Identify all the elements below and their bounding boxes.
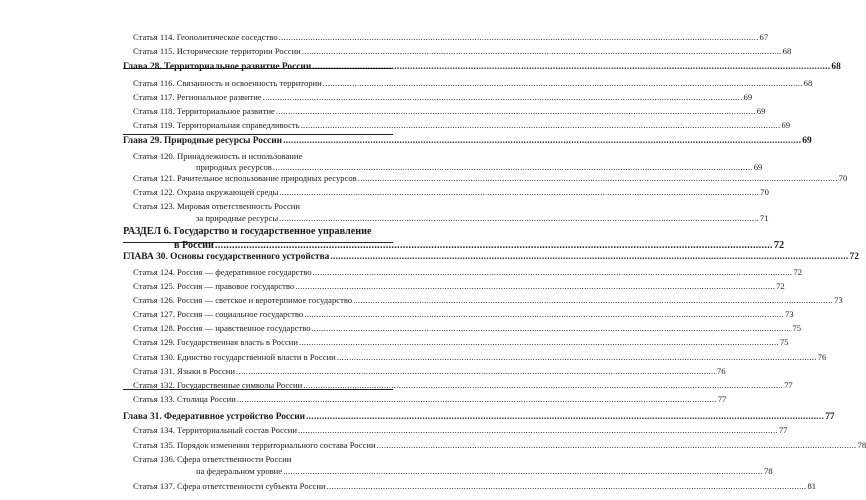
page-number: 76 — [817, 352, 827, 362]
toc-article-row — [133, 77, 813, 90]
entry-title: Связанность и освоенность территории — [176, 78, 322, 88]
entry-title: Государственная власть в России — [177, 337, 299, 347]
toc-line — [133, 439, 866, 452]
entry-title: Природные ресурсы России — [164, 136, 283, 146]
toc-line — [123, 251, 859, 264]
toc-chapter-row — [123, 251, 859, 264]
page-number: 72 — [776, 281, 785, 291]
page-number: 77 — [784, 380, 793, 390]
entry-title: Языки в России — [177, 366, 235, 376]
dot-leader — [295, 280, 775, 293]
entry-number: ГЛАВА 30. — [123, 252, 171, 262]
toc-article-row — [133, 322, 801, 335]
page-number: 77 — [717, 394, 727, 404]
page-number: 69 — [743, 92, 753, 102]
entry-number: Глава 28. — [123, 62, 165, 72]
entry-number: Статья 132. — [133, 380, 178, 390]
dot-leader — [263, 91, 743, 104]
toc-article-row — [133, 439, 866, 452]
toc-line — [133, 480, 817, 493]
entry-title: Государство и государственное управление — [173, 226, 372, 237]
dot-leader — [330, 251, 848, 264]
entry-number: Статья 118. — [133, 106, 177, 116]
dot-leader — [283, 465, 763, 478]
entry-number: Статья 121. — [133, 173, 178, 183]
toc-article-row — [133, 365, 726, 378]
page-number: 70 — [838, 173, 848, 183]
toc-article-row — [196, 465, 773, 478]
entry-number: Статья 137. — [133, 481, 178, 491]
entry-title: Федеративное устройство России — [164, 412, 306, 422]
entry-title: Охрана окружающей среды — [177, 187, 279, 197]
entry-number: Статья 133. — [133, 394, 178, 404]
entry-title: Мировая ответственность России — [177, 201, 301, 211]
entry-title: Россия — нравственное государство — [177, 323, 311, 333]
toc-line — [133, 322, 801, 335]
toc-chapter-row — [123, 411, 835, 424]
entry-number: Статья 128. — [133, 323, 178, 333]
entry-title: Государственные символы России — [177, 380, 303, 390]
toc-line — [123, 411, 835, 424]
entry-number: Статья 124. — [133, 267, 178, 277]
toc-article-row — [133, 393, 727, 406]
entry-title: Территориальное развитие России — [164, 62, 312, 72]
toc-article-row — [133, 308, 794, 321]
entry-title: Сфера ответственности России — [177, 454, 292, 464]
page-number: 68 — [831, 62, 841, 72]
entry-title: Территориальное развитие — [176, 106, 275, 116]
toc-line — [133, 294, 843, 307]
page-number: 73 — [785, 309, 794, 319]
toc-line — [133, 105, 766, 118]
toc-article-row — [133, 186, 769, 199]
page-number: 75 — [779, 337, 789, 347]
page-number: 73 — [834, 295, 843, 305]
entry-number: Статья 122. — [133, 187, 178, 197]
dot-leader — [306, 411, 824, 424]
toc-line — [123, 61, 841, 74]
toc-line — [133, 31, 769, 44]
toc-article-row — [196, 212, 769, 225]
entry-title: Территориальный состав России — [177, 425, 297, 435]
entry-number: Статья 136. — [133, 454, 178, 464]
toc-line — [133, 308, 794, 321]
entry-number: Статья 130. — [133, 352, 178, 362]
entry-title: Территориальная справедливость — [176, 120, 300, 130]
dot-leader — [279, 212, 759, 225]
entry-title: Россия — светское и веротерпимое государство — [177, 295, 353, 305]
toc-line — [133, 77, 813, 90]
toc-line — [133, 393, 727, 406]
dot-leader — [237, 393, 717, 406]
entry-title: Основы государственного устройства — [170, 252, 330, 262]
entry-number: Статья 116. — [133, 78, 177, 88]
entry-number: Статья 115. — [133, 46, 177, 56]
entry-number: Статья 129. — [133, 337, 178, 347]
toc-article-row — [133, 172, 848, 185]
toc-line — [133, 91, 753, 104]
toc-chapter-row — [123, 135, 812, 148]
toc-line — [123, 225, 392, 238]
toc-section-row — [123, 225, 392, 238]
dot-leader — [303, 379, 783, 392]
page-number: 81 — [807, 481, 817, 491]
entry-number: Статья 114. — [133, 32, 177, 42]
page-number: 71 — [760, 213, 769, 223]
dot-leader — [313, 266, 793, 279]
entry-title: Принадлежность и использование — [177, 151, 303, 161]
toc-line — [133, 379, 793, 392]
toc-article-row — [133, 45, 792, 58]
toc-article-row — [133, 280, 785, 293]
entry-number: Статья 135. — [133, 440, 178, 450]
dot-leader — [337, 351, 817, 364]
toc-article-row — [133, 105, 766, 118]
entry-number: Глава 31. — [123, 412, 165, 422]
dot-leader — [327, 480, 807, 493]
toc-line — [133, 424, 788, 437]
toc-article-row — [133, 294, 843, 307]
entry-number: Статья 134. — [133, 425, 178, 435]
page-number: 67 — [759, 32, 769, 42]
toc-article-row — [133, 351, 827, 364]
toc-line — [133, 365, 726, 378]
toc-article-row — [133, 480, 817, 493]
page-number: 75 — [792, 323, 801, 333]
entry-title: Россия — социальное государство — [177, 309, 304, 319]
entry-number: Статья 127. — [133, 309, 178, 319]
entry-title: Сфера ответственности субъекта России — [177, 481, 326, 491]
entry-number: Статья 131. — [133, 366, 178, 376]
toc-article-row — [133, 119, 791, 132]
toc-line — [133, 119, 791, 132]
page-number: 78 — [857, 440, 866, 450]
dot-leader — [276, 105, 756, 118]
dot-leader — [279, 31, 759, 44]
entry-number: Глава 29. — [123, 136, 165, 146]
entry-number: Статья 125. — [133, 281, 178, 291]
page-number: 68 — [803, 78, 813, 88]
page-number: 69 — [753, 162, 763, 172]
toc-line — [133, 172, 848, 185]
dot-leader — [353, 294, 833, 307]
dot-leader — [377, 439, 857, 452]
toc-article-row — [133, 336, 789, 349]
entry-title: Рачительное использование природных ресурсов — [177, 173, 357, 183]
toc-line — [133, 280, 785, 293]
page-number: 70 — [760, 187, 769, 197]
dot-leader — [279, 186, 759, 199]
entry-number: Статья 126. — [133, 295, 178, 305]
entry-title: Региональное развитие — [176, 92, 262, 102]
entry-title: природных ресурсов — [196, 162, 272, 172]
dot-leader — [298, 424, 778, 437]
page-number: 72 — [773, 240, 785, 251]
toc-line — [196, 212, 769, 225]
toc-line — [133, 351, 827, 364]
entry-title: Россия — правовое государство — [177, 281, 295, 291]
toc-article-row — [133, 379, 793, 392]
page-number: 76 — [716, 366, 726, 376]
toc-line — [133, 186, 769, 199]
entry-number: Статья 119. — [133, 120, 177, 130]
dot-leader — [312, 322, 792, 335]
page-number: 72 — [849, 252, 859, 262]
toc-article-row — [133, 424, 788, 437]
toc-line — [196, 465, 773, 478]
dot-leader — [323, 77, 803, 90]
dot-leader — [358, 172, 838, 185]
dot-leader — [304, 308, 784, 321]
toc-line — [133, 266, 803, 279]
dot-leader — [312, 61, 830, 74]
entry-title: Единство государственной власти в России — [177, 352, 336, 362]
dot-leader — [283, 135, 801, 148]
entry-number: Статья 120. — [133, 151, 178, 161]
entry-title: Столица России — [177, 394, 236, 404]
toc-chapter-row — [123, 61, 841, 74]
entry-number: Статья 123. — [133, 201, 178, 211]
toc-article-row — [133, 266, 803, 279]
entry-title: Порядок изменения территориального состава России — [177, 440, 376, 450]
entry-title: Геополитическое соседство — [176, 32, 278, 42]
dot-leader — [299, 336, 779, 349]
dot-leader — [302, 45, 782, 58]
page-number: 72 — [793, 267, 803, 277]
toc-line — [133, 336, 789, 349]
entry-title: в России — [174, 240, 214, 251]
dot-leader — [236, 365, 716, 378]
entry-title: за природные ресурсы — [196, 213, 279, 223]
page-number: 68 — [782, 46, 792, 56]
entry-title: Исторические территории России — [176, 46, 301, 56]
entry-number: Статья 117. — [133, 92, 177, 102]
entry-title: на федеральном уровне — [196, 466, 283, 476]
entry-number: РАЗДЕЛ 6. — [123, 226, 174, 237]
page-number: 69 — [756, 106, 766, 116]
page-number: 69 — [802, 136, 812, 146]
page-number: 77 — [778, 425, 788, 435]
toc-line — [123, 135, 812, 148]
toc-article-row — [133, 91, 753, 104]
dot-leader — [301, 119, 781, 132]
page-number: 78 — [764, 466, 773, 476]
page-number: 69 — [781, 120, 791, 130]
page-number: 77 — [825, 412, 835, 422]
toc-line — [133, 45, 792, 58]
entry-title: Россия — федеративное государство — [177, 267, 312, 277]
toc-article-row — [133, 31, 769, 44]
